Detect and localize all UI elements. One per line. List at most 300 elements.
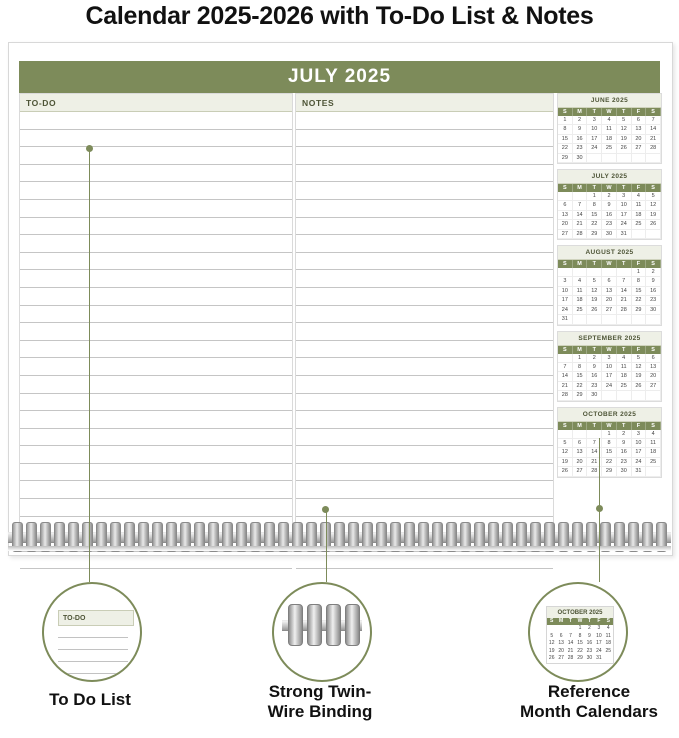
- rule-line: [58, 662, 128, 674]
- rule-line: [296, 130, 553, 148]
- rule-line: [296, 235, 553, 253]
- mini-month-day: 20: [602, 296, 617, 305]
- mini-month-day: 19: [558, 458, 573, 467]
- reference-month-column: [557, 93, 660, 550]
- mini-month-dow: S M T W T F S: [558, 260, 661, 268]
- mini-month-day: 4: [602, 116, 617, 125]
- mini-month-day: 9: [573, 125, 588, 134]
- rule-line: [20, 341, 292, 359]
- mini-month-day: 20: [632, 135, 647, 144]
- page-title: Calendar 2025-2026 with To-Do List & Notes: [85, 2, 594, 30]
- mini-month-day: 13: [646, 363, 661, 372]
- binding-ring-icon: [345, 604, 360, 646]
- mini-month-day: 21: [573, 220, 588, 229]
- rule-line: [20, 306, 292, 324]
- mini-month-day: 31: [617, 230, 632, 239]
- rule-line: [296, 394, 553, 412]
- mini-month-day: [632, 315, 647, 324]
- callout-todo-label: TO-DO: [58, 610, 134, 626]
- rule-line: [20, 182, 292, 200]
- rule-line: [296, 288, 553, 306]
- mini-month-day: 25: [573, 306, 588, 315]
- mini-month-day: [646, 315, 661, 324]
- mini-month-day: 24: [587, 144, 602, 153]
- leader-line-todo: [89, 148, 90, 582]
- mini-month-grid: [558, 116, 661, 163]
- mini-month-day: 4: [573, 277, 588, 286]
- rule-line: [20, 481, 292, 499]
- mini-month-day: 25: [602, 144, 617, 153]
- board-shadow: [8, 546, 671, 551]
- month-header: JULY 2025: [19, 61, 660, 93]
- mini-month-day: 16: [646, 287, 661, 296]
- mini-month-day: 30: [617, 467, 632, 476]
- mini-month-grid: [547, 625, 613, 663]
- callout-reference-caption-line1: Reference: [547, 682, 631, 701]
- rule-line: [296, 411, 553, 429]
- mini-month-day: 19: [587, 296, 602, 305]
- leader-dot-todo: [86, 145, 93, 152]
- mini-month-day: 20: [646, 372, 661, 381]
- callout-binding-caption: [240, 682, 400, 722]
- mini-month-day: 3: [632, 430, 647, 439]
- mini-month-day: 1: [602, 430, 617, 439]
- mini-month-day: 24: [596, 647, 602, 654]
- mini-month-day: 8: [573, 363, 588, 372]
- mini-month-day: 9: [617, 439, 632, 448]
- mini-month-day: 16: [602, 211, 617, 220]
- mini-month-day: 24: [632, 458, 647, 467]
- mini-month: [546, 606, 614, 664]
- mini-month-day: 4: [606, 625, 610, 631]
- mini-month-day: 17: [602, 372, 617, 381]
- todo-lines: [20, 112, 292, 569]
- mini-month-day: 13: [558, 211, 573, 220]
- mini-month-day: 11: [617, 363, 632, 372]
- mini-month-day: 23: [586, 647, 593, 654]
- mini-month-day: 1: [558, 116, 573, 125]
- mini-month-day: [617, 315, 632, 324]
- mini-month-dow: S M T W T F S: [558, 422, 661, 430]
- rule-line: [58, 626, 128, 638]
- mini-month-day: 23: [646, 296, 661, 305]
- mini-month-day: 31: [632, 467, 647, 476]
- rule-line: [20, 394, 292, 412]
- mini-month-day: 11: [632, 201, 647, 210]
- mini-month-day: 18: [573, 296, 588, 305]
- mini-month-day: 1: [578, 625, 582, 631]
- mini-month-day: 2: [602, 192, 617, 201]
- mini-month-day: [604, 655, 613, 663]
- mini-month-day: 26: [632, 382, 647, 391]
- mini-month-day: [617, 391, 632, 400]
- rule-line: [296, 270, 553, 288]
- mini-month-day: 12: [558, 448, 573, 457]
- rule-line: [296, 218, 553, 236]
- mini-month-day: 13: [558, 640, 564, 647]
- rule-line: [20, 376, 292, 394]
- rule-line: [20, 147, 292, 165]
- rule-line: [296, 481, 553, 499]
- mini-month-day: 15: [632, 287, 647, 296]
- mini-month-day: 8: [578, 632, 582, 639]
- mini-month-day: 7: [569, 632, 572, 639]
- mini-month-day: 14: [617, 287, 632, 296]
- rule-line: [20, 429, 292, 447]
- mini-month-day: [617, 268, 632, 277]
- mini-month-day: 10: [587, 125, 602, 134]
- notes-panel[interactable]: [295, 93, 554, 552]
- mini-month-day: 6: [558, 201, 573, 210]
- mini-month-day: 5: [646, 192, 661, 201]
- mini-month-day: 25: [617, 382, 632, 391]
- mini-month-day: 3: [617, 192, 632, 201]
- callout-binding-caption-line2: Wire Binding: [267, 702, 373, 721]
- callout-todo-list: [42, 582, 142, 682]
- binding-ring-icon: [307, 604, 322, 646]
- rule-line: [20, 464, 292, 482]
- mini-month-day: 14: [587, 448, 602, 457]
- rule-line: [296, 147, 553, 165]
- mini-month-day: [632, 230, 647, 239]
- mini-month-day: 28: [646, 144, 661, 153]
- rule-line: [296, 341, 553, 359]
- todo-panel-label: TO-DO: [20, 94, 292, 112]
- mini-month-grid: [558, 192, 661, 239]
- mini-month-day: [602, 268, 617, 277]
- mini-month-day: 30: [602, 230, 617, 239]
- mini-month: [557, 93, 662, 164]
- mini-month-day: 2: [587, 354, 602, 363]
- mini-month-day: [556, 625, 565, 633]
- mini-month-day: [566, 625, 575, 633]
- mini-month-day: 20: [558, 220, 573, 229]
- mini-month-day: 8: [632, 277, 647, 286]
- mini-month-day: [646, 154, 661, 163]
- rule-line: [296, 358, 553, 376]
- mini-month-day: 22: [573, 382, 588, 391]
- mini-month-day: 3: [558, 277, 573, 286]
- mini-month-day: [646, 391, 661, 400]
- mini-month-day: 3: [587, 116, 602, 125]
- mini-month-day: [573, 268, 588, 277]
- mini-month-day: 30: [573, 154, 588, 163]
- mini-month-day: 4: [632, 192, 647, 201]
- mini-month-grid: [558, 354, 661, 401]
- mini-month-day: 16: [617, 448, 632, 457]
- mini-month-day: [558, 268, 573, 277]
- rule-line: [296, 552, 553, 570]
- mini-month-day: 29: [573, 391, 588, 400]
- mini-month-day: 24: [602, 382, 617, 391]
- mini-month-day: 2: [617, 430, 632, 439]
- mini-month-day: 13: [602, 287, 617, 296]
- callout-todo-lines: [58, 626, 128, 682]
- mini-month-day: 21: [558, 382, 573, 391]
- mini-month-day: 18: [617, 372, 632, 381]
- mini-month-day: 29: [602, 467, 617, 476]
- rule-line: [296, 253, 553, 271]
- mini-month-day: 4: [617, 354, 632, 363]
- mini-month: [557, 331, 662, 402]
- mini-month-day: 13: [632, 125, 647, 134]
- rule-line: [20, 218, 292, 236]
- mini-month-day: 19: [548, 647, 555, 654]
- mini-month-day: 28: [617, 306, 632, 315]
- mini-month-day: 19: [617, 135, 632, 144]
- mini-month-day: [617, 154, 632, 163]
- mini-month-day: 15: [558, 135, 573, 144]
- mini-month-day: 29: [558, 154, 573, 163]
- mini-month-day: 19: [646, 211, 661, 220]
- leader-line-binding: [326, 510, 327, 582]
- rule-line: [20, 235, 292, 253]
- leader-dot-reference: [596, 505, 603, 512]
- mini-month-title: OCTOBER 2025: [558, 408, 661, 422]
- mini-month-day: 25: [632, 220, 647, 229]
- mini-month-day: [602, 391, 617, 400]
- rule-line: [296, 499, 553, 517]
- mini-month-day: 22: [558, 144, 573, 153]
- rule-line: [296, 429, 553, 447]
- mini-month-title: JUNE 2025: [558, 94, 661, 108]
- mini-month-day: [558, 430, 573, 439]
- leader-dot-binding: [322, 506, 329, 513]
- mini-month-day: 16: [586, 640, 593, 647]
- mini-month-day: 24: [558, 306, 573, 315]
- mini-month-day: 28: [558, 391, 573, 400]
- mini-month-day: 27: [558, 230, 573, 239]
- mini-month-day: [632, 391, 647, 400]
- todo-panel[interactable]: [19, 93, 293, 552]
- mini-month-day: 18: [605, 640, 612, 647]
- mini-month-day: 27: [632, 144, 647, 153]
- mini-month-day: 26: [646, 220, 661, 229]
- mini-month-day: 23: [587, 382, 602, 391]
- rule-line: [58, 638, 128, 650]
- mini-month-day: 9: [646, 277, 661, 286]
- mini-month-day: 17: [617, 211, 632, 220]
- mini-month-day: 1: [573, 354, 588, 363]
- mini-month-day: 24: [617, 220, 632, 229]
- mini-month-day: 7: [558, 363, 573, 372]
- mini-month-day: 20: [558, 647, 564, 654]
- rule-line: [20, 165, 292, 183]
- mini-month-day: [632, 154, 647, 163]
- mini-month-day: 10: [617, 201, 632, 210]
- mini-month-day: 31: [558, 315, 573, 324]
- mini-month-day: 11: [573, 287, 588, 296]
- mini-month-title: OCTOBER 2025: [547, 607, 613, 618]
- mini-month-dow: S M T W T F S: [558, 346, 661, 354]
- mini-month-day: 26: [587, 306, 602, 315]
- mini-month-day: 21: [567, 647, 574, 654]
- mini-month-day: 17: [596, 640, 602, 647]
- mini-month-day: 9: [588, 632, 591, 639]
- mini-month-title: SEPTEMBER 2025: [558, 332, 661, 346]
- mini-month-title: AUGUST 2025: [558, 246, 661, 260]
- mini-month-day: 15: [602, 448, 617, 457]
- mini-month-day: 2: [588, 625, 591, 631]
- mini-month-day: 29: [587, 230, 602, 239]
- mini-month-day: 9: [587, 363, 602, 372]
- rule-line: [296, 200, 553, 218]
- mini-month-day: 7: [617, 277, 632, 286]
- mini-month-day: 12: [617, 125, 632, 134]
- mini-month-day: 13: [573, 448, 588, 457]
- rule-line: [296, 182, 553, 200]
- callout-binding: [272, 582, 372, 682]
- mini-month-day: 23: [602, 220, 617, 229]
- mini-month-dow: S M T W T F S: [558, 108, 661, 116]
- rule-line: [20, 200, 292, 218]
- mini-month-day: 8: [558, 125, 573, 134]
- binding-ring-icon: [288, 604, 303, 646]
- mini-month-dow: S M T W T F S: [547, 618, 613, 625]
- mini-month-day: [602, 154, 617, 163]
- mini-month-day: 11: [605, 632, 611, 639]
- mini-month-day: 17: [558, 296, 573, 305]
- mini-month-day: [573, 430, 588, 439]
- mini-month-day: 10: [602, 363, 617, 372]
- mini-month-day: 22: [632, 296, 647, 305]
- mini-month-day: 10: [632, 439, 647, 448]
- mini-month-day: 8: [587, 201, 602, 210]
- mini-month-day: 21: [617, 296, 632, 305]
- callout-reference-caption-line2: Month Calendars: [520, 702, 658, 721]
- callout-todo-caption: To Do List: [49, 690, 131, 709]
- mini-month-day: 3: [597, 625, 601, 631]
- mini-month-day: 6: [559, 632, 563, 639]
- mini-month-day: 12: [548, 640, 555, 647]
- mini-month-day: 17: [632, 448, 647, 457]
- rule-line: [296, 446, 553, 464]
- mini-month-day: [587, 154, 602, 163]
- rule-line: [20, 130, 292, 148]
- rule-line: [296, 165, 553, 183]
- mini-month-day: 15: [587, 211, 602, 220]
- mini-month-day: 21: [646, 135, 661, 144]
- rule-line: [296, 464, 553, 482]
- mini-month-day: 23: [617, 458, 632, 467]
- mini-month-day: 18: [632, 211, 647, 220]
- mini-month: [557, 245, 662, 325]
- rule-line: [296, 323, 553, 341]
- mini-month-day: [602, 315, 617, 324]
- mini-month-day: 16: [587, 372, 602, 381]
- mini-month-day: 15: [573, 372, 588, 381]
- mini-month-day: 14: [558, 372, 573, 381]
- mini-month: [557, 407, 662, 478]
- mini-month-day: [547, 625, 556, 633]
- mini-month-day: 27: [558, 655, 564, 662]
- rule-line: [58, 650, 128, 662]
- mini-month-day: [558, 354, 573, 363]
- mini-month-day: 11: [602, 125, 617, 134]
- rule-line: [20, 552, 292, 570]
- rule-line: [296, 376, 553, 394]
- mini-month-day: [573, 315, 588, 324]
- rule-line: [20, 411, 292, 429]
- mini-month-day: 18: [646, 448, 661, 457]
- mini-month-day: 6: [573, 439, 588, 448]
- mini-month-day: 19: [632, 372, 647, 381]
- mini-month-day: 27: [646, 382, 661, 391]
- callout-reference-calendar: [528, 582, 628, 682]
- mini-month-day: 27: [573, 467, 588, 476]
- mini-month-day: 8: [602, 439, 617, 448]
- mini-month-day: 29: [632, 306, 647, 315]
- mini-month-day: 29: [577, 655, 583, 662]
- mini-month-day: 5: [550, 632, 554, 639]
- mini-month-day: 17: [587, 135, 602, 144]
- rule-line: [20, 499, 292, 517]
- mini-month-day: [558, 192, 573, 201]
- mini-month-day: 28: [587, 467, 602, 476]
- mini-month-day: 28: [573, 230, 588, 239]
- mini-month-day: 15: [577, 640, 583, 647]
- mini-month-day: 21: [587, 458, 602, 467]
- rule-line: [20, 112, 292, 130]
- mini-month-day: 14: [646, 125, 661, 134]
- mini-month-day: 7: [587, 439, 602, 448]
- mini-month-day: 5: [558, 439, 573, 448]
- mini-month-day: 6: [632, 116, 647, 125]
- mini-month-day: 12: [646, 201, 661, 210]
- mini-month-day: 6: [646, 354, 661, 363]
- mini-month-day: 30: [646, 306, 661, 315]
- rule-line: [296, 112, 553, 130]
- mini-month-day: 7: [646, 116, 661, 125]
- mini-month-day: 26: [558, 467, 573, 476]
- mini-month-day: 30: [586, 655, 593, 662]
- notes-lines: [296, 112, 553, 569]
- mini-month-day: [646, 467, 661, 476]
- mini-month-day: 28: [567, 655, 574, 662]
- mini-month-day: 25: [605, 647, 612, 654]
- mini-month-day: 26: [548, 655, 555, 662]
- mini-month-day: 4: [646, 430, 661, 439]
- mini-month-day: 18: [602, 135, 617, 144]
- mini-month-day: 22: [602, 458, 617, 467]
- mini-month-day: 10: [596, 632, 602, 639]
- mini-month-day: 23: [573, 144, 588, 153]
- rule-line: [58, 674, 128, 682]
- mini-month-day: 30: [587, 391, 602, 400]
- mini-month-day: 27: [602, 306, 617, 315]
- rule-line: [20, 270, 292, 288]
- mini-month-day: 1: [632, 268, 647, 277]
- rule-line: [20, 446, 292, 464]
- mini-month-day: 2: [646, 268, 661, 277]
- mini-month-day: 16: [573, 135, 588, 144]
- mini-month-day: 1: [587, 192, 602, 201]
- mini-month-day: [573, 192, 588, 201]
- mini-month-day: 5: [587, 277, 602, 286]
- mini-month-grid: [558, 430, 661, 477]
- mini-month-day: 10: [558, 287, 573, 296]
- mini-month-day: 26: [617, 144, 632, 153]
- mini-month-day: 12: [587, 287, 602, 296]
- rule-line: [20, 288, 292, 306]
- mini-month-day: 12: [632, 363, 647, 372]
- mini-month: [557, 169, 662, 240]
- mini-month-day: 31: [596, 655, 602, 662]
- mini-month-day: [646, 230, 661, 239]
- mini-month-day: 20: [573, 458, 588, 467]
- mini-month-day: 22: [587, 220, 602, 229]
- calendar-board: [8, 42, 673, 556]
